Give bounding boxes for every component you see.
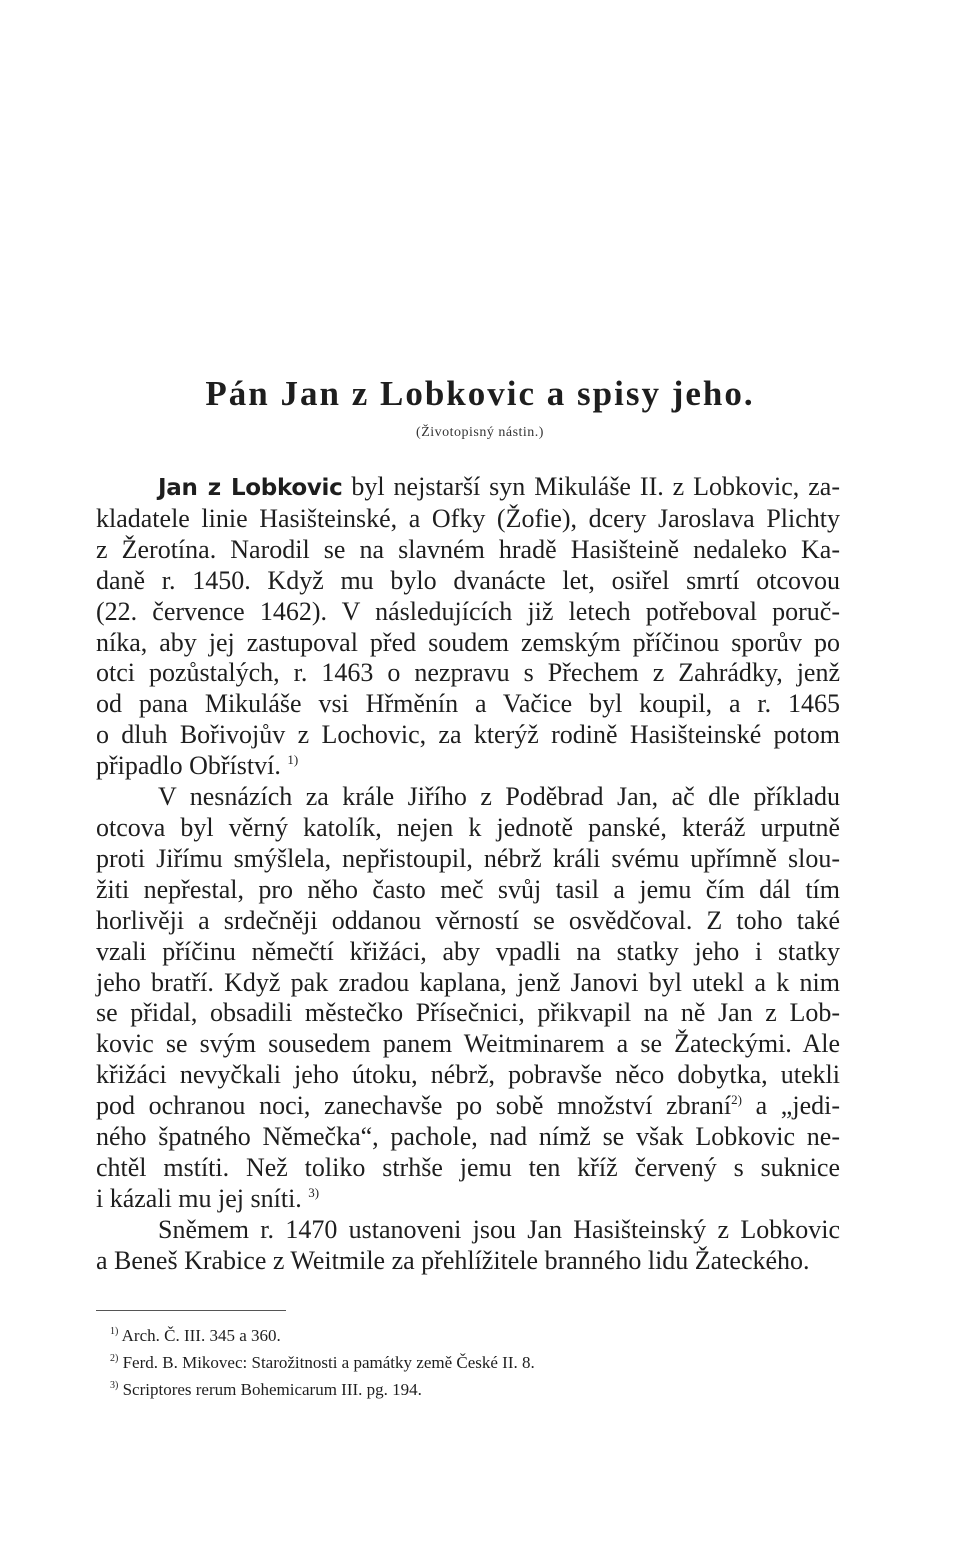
footnote-ref: 2) [731,1092,742,1108]
text-line: ného špatného Němečka“, pachole, nad nímž se však Lobkovic ne- [96,1122,840,1152]
text-line: V nesnázích za krále Jiřího z Poděbrad Jan, ač dle příkladu [158,782,840,812]
text-line: vzali příčinu němečtí křižáci, aby vpadli na statky jeho i statky [96,936,840,966]
text-line: od pana Mikuláše vsi Hřměnín a Vačice byl koupil, a r. 1465 [96,689,840,719]
text-line: Jan z Lobkovic byl nejstarší syn Mikuláše II. z Lobkovic, za- [158,472,840,501]
text-line: z Žerotína. Narodil se na slavném hradě Hasišteině nedaleko Ka- [96,534,840,564]
text-line: kladatele linie Hasišteinské, a Ofky (Žofie), dcery Jaroslava Plichty [96,503,840,533]
text-line: níka, aby jej zastupoval před soudem zemským příčinou sporův po [96,627,840,657]
page-title: Pán Jan z Lobkovic a spisy jeho. [205,374,755,413]
text-line: otcova byl věrný katolík, nejen k jednotě panské, kteráž urputně [96,812,840,842]
footnote-3: $^{3)}$ Scriptores rerum Bohemicarum III. pg. 194. [110,1380,422,1399]
footnote-mark: 1) [110,1326,119,1337]
text-line: daně r. 1450. Když mu bylo dvanácte let, osiřel smrtí otcovou [96,565,840,595]
text-line: připadlo Obříství. $^{1)}$ [96,751,299,781]
footnote-ref: 3) [308,1184,320,1200]
body-text [96,472,840,1277]
text-line: pod ochranou noci, zanechavše po sobě množství zbraní$^{2)}$ a „jedi- [96,1091,840,1121]
text-line: žiti nepřestal, pro něho často meč svůj tasil a jemu čím dál tím [96,874,840,904]
text-line: chtěl mstíti. Než toliko strhše jemu ten kříž červený s suknice [96,1152,840,1182]
text-line: kovic se svým sousedem panem Weitminarem a se Žateckými. Ale [96,1029,840,1059]
footnote-mark: 2) [110,1353,119,1364]
footnote-rule [96,1310,286,1311]
paragraph-2 [96,782,840,1215]
text-line: se přidal, obsadili městečko Přísečnici, přikvapil na ně Jan z Lob- [96,998,840,1028]
page-subtitle: (Životopisný nástin.) [416,425,544,440]
footnote-mark: 3) [110,1380,119,1391]
paragraph-1 [96,472,840,782]
footnote-1: $^{1)}$ Arch. Č. III. 345 a 360. [110,1326,281,1345]
text-line: Sněmem r. 1470 ustanoveni jsou Jan Hasišteinský z Lobkovic [158,1214,840,1244]
text-line: otci pozůstalých, r. 1463 o nezpravu s Přechem z Zahrádky, jenž [96,658,840,688]
text-line: (22. července 1462). V následujících již letech potřeboval poruč- [96,596,840,626]
footnote-ref: 1) [287,752,299,768]
text-line: jeho bratří. Když pak zradou kaplana, jenž Janovi byl utekl a k nim [96,967,840,997]
footnotes [110,1322,810,1403]
text-line: o dluh Bořivojův z Lochovic, za kterýž rodině Hasišteinské potom [96,720,840,750]
lead-name: Jan z Lobkovic [158,475,343,501]
text-line: i kázali mu jej sníti. $^{3)}$ [96,1183,320,1213]
paragraph-3 [96,1215,840,1277]
footnote-2: $^{2)}$ Ferd. B. Mikovec: Starožitnosti a památky země České II. 8. [110,1353,535,1372]
text-line: horlivěji a srdečněji oddanou věrností se osvědčoval. Z toho také [96,905,840,935]
text-line: proti Jiřímu smýšlela, nepřistoupil, nébrž králi svému upřímně slou- [96,843,840,873]
text-line: a Beneš Krabice z Weitmile za přehlížitele branného lidu Žateckého. [96,1245,810,1275]
text-line: křižáci nevyčkali jeho útoku, nébrž, pobravše něco dobytka, utekli [96,1060,840,1090]
